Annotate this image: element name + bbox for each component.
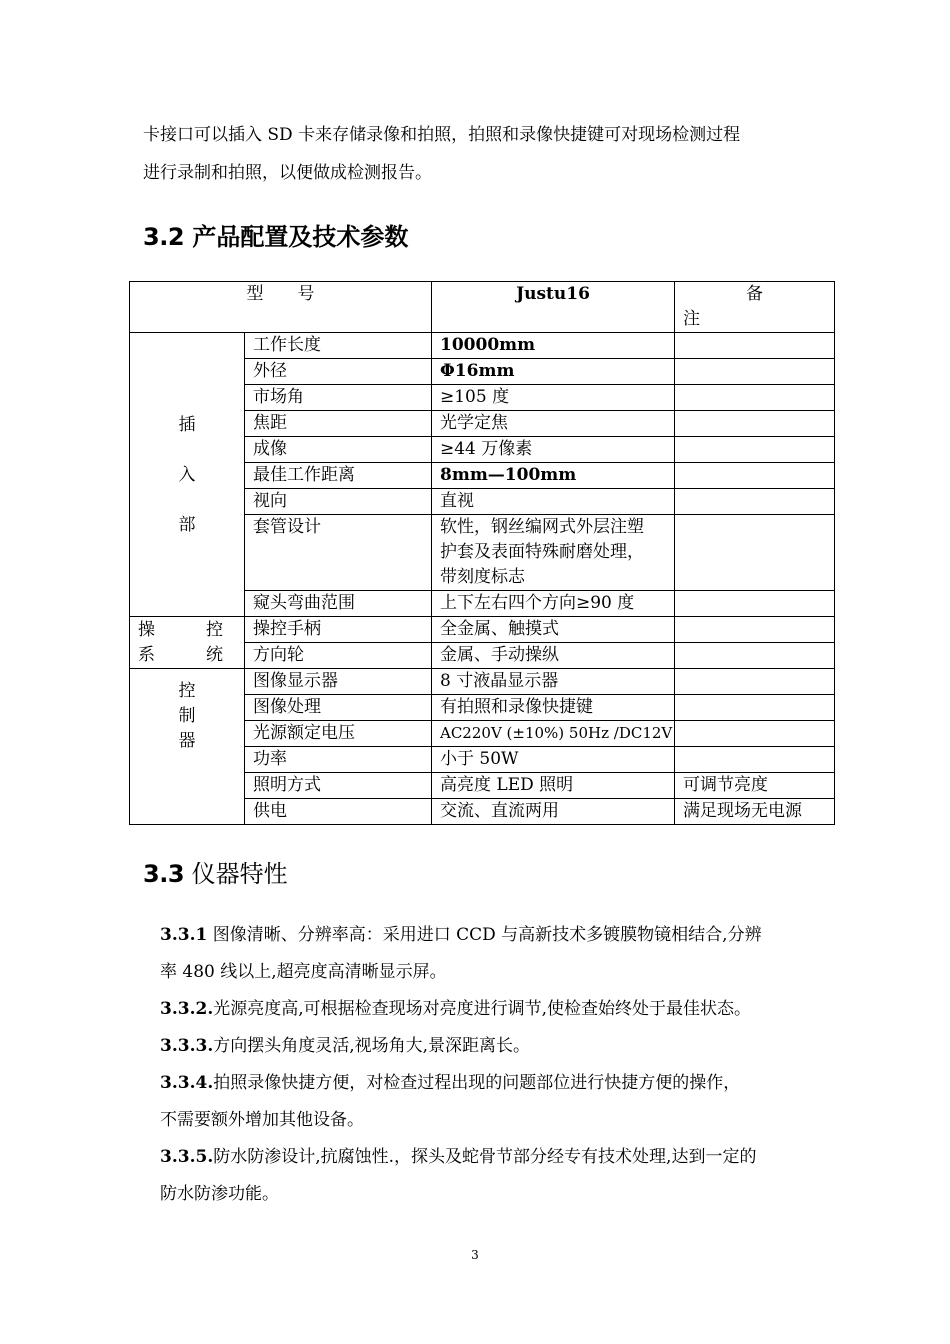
section-heading-3-3 bbox=[143, 854, 288, 889]
param-cell: 最佳工作距离 bbox=[245, 463, 432, 489]
param-cell: 市场角 bbox=[245, 385, 432, 411]
table-row bbox=[130, 333, 835, 359]
remark-cell bbox=[675, 515, 835, 591]
model-label: 型 号 bbox=[130, 282, 432, 333]
param-cell: 照明方式 bbox=[245, 773, 432, 799]
param-cell: 光源额定电压 bbox=[245, 721, 432, 747]
remark-cell bbox=[675, 695, 835, 721]
remark-cell bbox=[675, 489, 835, 515]
value-line: 护套及表面特殊耐磨处理， bbox=[440, 542, 644, 562]
value-cell: 10000mm bbox=[432, 333, 675, 359]
intro-paragraph bbox=[143, 116, 823, 192]
value-line: 带刻度标志 bbox=[440, 567, 525, 587]
intro-line-1: 卡接口可以插入 SD 卡来存储录像和拍照，拍照和录像快捷键可对现场检测过程 bbox=[143, 125, 741, 145]
value-cell: 8mm—100mm bbox=[432, 463, 675, 489]
group-char: 部 bbox=[178, 514, 196, 535]
remark-cell: 可调节亮度 bbox=[675, 773, 835, 799]
param-cell: 窥头弯曲范围 bbox=[245, 591, 432, 617]
group-char: 控 bbox=[178, 681, 196, 701]
feature-text: 防水防渗设计,抗腐蚀性.，探头及蛇骨节部分经专有技术处理,达到一定的 bbox=[213, 1147, 757, 1167]
param-cell: 焦距 bbox=[245, 411, 432, 437]
value-cell: 有拍照和录像快捷键 bbox=[432, 695, 675, 721]
value-cell: 金属、手动操纵 bbox=[432, 643, 675, 669]
section-title: 产品配置及技术参数 bbox=[192, 223, 409, 251]
page-number: 3 bbox=[471, 1248, 479, 1262]
table-row bbox=[130, 617, 835, 643]
group-line: 操 控 bbox=[138, 619, 223, 640]
remark-cell bbox=[675, 643, 835, 669]
value-cell: ≥44 万像素 bbox=[432, 437, 675, 463]
remark-cell bbox=[675, 385, 835, 411]
group-char: 入 bbox=[178, 464, 196, 485]
remark-cell bbox=[675, 721, 835, 747]
section-heading-3-2 bbox=[143, 217, 408, 252]
model-value: Justu16 bbox=[432, 282, 675, 333]
feature-item bbox=[160, 917, 820, 991]
remark-cell: 满足现场无电源 bbox=[675, 799, 835, 825]
remark-header bbox=[675, 282, 835, 333]
remark-cell bbox=[675, 617, 835, 643]
feature-text: 方向摆头角度灵活,视场角大,景深距离长。 bbox=[213, 1036, 531, 1056]
feature-number: 3.3.2. bbox=[160, 999, 214, 1019]
value-cell: Φ16mm bbox=[432, 359, 675, 385]
param-cell: 操控手柄 bbox=[245, 617, 432, 643]
group-char: 制 bbox=[178, 706, 196, 726]
value-cell: 直视 bbox=[432, 489, 675, 515]
value-cell: 光学定焦 bbox=[432, 411, 675, 437]
group-controller bbox=[130, 669, 245, 825]
remark-cell bbox=[675, 747, 835, 773]
remark-cell bbox=[675, 591, 835, 617]
feature-number: 3.3.3. bbox=[160, 1036, 214, 1056]
remark-label-a: 备 bbox=[746, 284, 763, 304]
value-cell bbox=[432, 515, 675, 591]
remark-cell bbox=[675, 359, 835, 385]
feature-number: 3.3.5. bbox=[160, 1147, 214, 1167]
param-cell: 功率 bbox=[245, 747, 432, 773]
table-row bbox=[130, 669, 835, 695]
table-header-row bbox=[130, 282, 835, 333]
group-insert bbox=[130, 333, 245, 617]
param-cell: 套管设计 bbox=[245, 515, 432, 591]
value-cell: 小于 50W bbox=[432, 747, 675, 773]
group-line: 系 统 bbox=[138, 644, 223, 665]
intro-line-2: 进行录制和拍照，以便做成检测报告。 bbox=[143, 163, 432, 183]
remark-cell bbox=[675, 669, 835, 695]
feature-item bbox=[160, 991, 820, 1028]
group-char: 插 bbox=[178, 414, 196, 435]
value-cell: 8 寸液晶显示器 bbox=[432, 669, 675, 695]
remark-cell bbox=[675, 463, 835, 489]
value-cell: ≥105 度 bbox=[432, 385, 675, 411]
param-cell: 视向 bbox=[245, 489, 432, 515]
feature-text: 拍照录像快捷方便，对检查过程出现的问题部位进行快捷方便的操作， bbox=[213, 1073, 741, 1093]
remark-cell bbox=[675, 411, 835, 437]
feature-text: 光源亮度高,可根据检查现场对亮度进行调节,使检查始终处于最佳状态。 bbox=[213, 999, 752, 1019]
spec-table bbox=[129, 281, 835, 825]
feature-number: 3.3.1 bbox=[160, 925, 208, 945]
feature-item bbox=[160, 1028, 820, 1065]
feature-item bbox=[160, 1139, 820, 1213]
remark-cell bbox=[675, 333, 835, 359]
value-cell: 上下左右四个方向≥90 度 bbox=[432, 591, 675, 617]
value-cell: 交流、直流两用 bbox=[432, 799, 675, 825]
remark-cell bbox=[675, 437, 835, 463]
feature-item bbox=[160, 1065, 820, 1139]
param-cell: 供电 bbox=[245, 799, 432, 825]
param-cell: 方向轮 bbox=[245, 643, 432, 669]
section-number: 3.3 bbox=[143, 860, 185, 888]
group-operate bbox=[130, 617, 245, 669]
feature-text-cont: 不需要额外增加其他设备。 bbox=[160, 1110, 364, 1130]
param-cell: 工作长度 bbox=[245, 333, 432, 359]
feature-text-cont: 率 480 线以上,超亮度高清晰显示屏。 bbox=[160, 962, 447, 982]
feature-text: 图像清晰、分辨率高：采用进口 CCD 与高新技术多镀膜物镜相结合,分辨 bbox=[207, 925, 762, 945]
group-char: 器 bbox=[178, 731, 196, 751]
param-cell: 图像显示器 bbox=[245, 669, 432, 695]
section-title: 仪器特性 bbox=[191, 860, 288, 888]
param-cell: 图像处理 bbox=[245, 695, 432, 721]
remark-label-b: 注 bbox=[683, 309, 700, 329]
value-cell: AC220V (±10%) 50Hz /DC12V bbox=[432, 721, 675, 747]
section-number: 3.2 bbox=[143, 223, 185, 251]
value-cell: 全金属、触摸式 bbox=[432, 617, 675, 643]
value-cell: 高亮度 LED 照明 bbox=[432, 773, 675, 799]
feature-text-cont: 防水防渗功能。 bbox=[160, 1184, 279, 1204]
param-cell: 外径 bbox=[245, 359, 432, 385]
param-cell: 成像 bbox=[245, 437, 432, 463]
feature-number: 3.3.4. bbox=[160, 1073, 214, 1093]
value-line: 软性，钢丝编网式外层注塑 bbox=[440, 517, 644, 537]
